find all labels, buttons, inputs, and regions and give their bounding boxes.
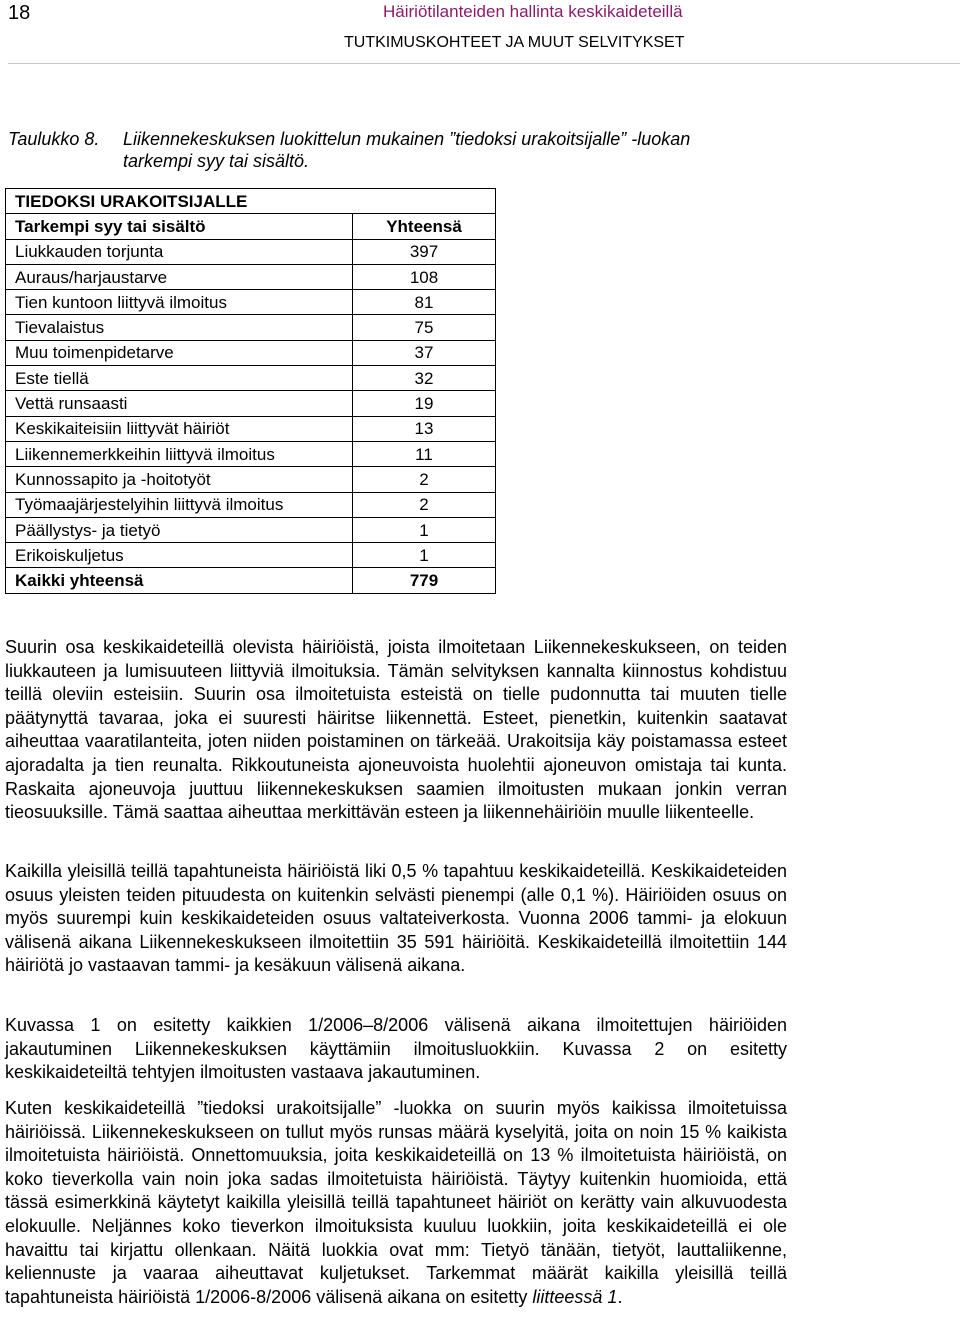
row-label: Tien kuntoon liittyvä ilmoitus xyxy=(6,290,353,315)
table-row xyxy=(6,391,496,416)
row-label: Liukkauden torjunta xyxy=(6,239,353,264)
paragraph-share: Kaikilla yleisillä teillä tapahtuneista häiriöistä liki 0,5 % tapahtuu keskikaideteillä. Keskikaideteiden osuus yleisten teiden pituudesta on kuitenkin selvästi pienempi (alle 0,1 %). Häiriöiden osuus on myös suurempi kuin keskikaideteiden osuus valtateiverkosta. Vuonna 2006 tammi- ja elokuun välisenä aikana Liikennekeskukseen ilmoitettiin 35 591 häiriöitä. Keskikaideteillä ilmoitettiin 144 häiriötä jo vastaavan tammi- ja kesäkuun välisenä aikana. xyxy=(5,861,787,976)
table-caption-number: Taulukko 8. xyxy=(8,129,100,149)
appendix-reference: liitteessä 1 xyxy=(532,1286,618,1307)
table-header-row xyxy=(6,214,496,239)
row-label: Tievalaistus xyxy=(6,315,353,340)
running-header-title: Häiriötilanteiden hallinta keskikaideteillä xyxy=(383,2,683,21)
row-value: 108 xyxy=(353,264,496,289)
row-label: Keskikaiteisiin liittyvät häiriöt xyxy=(6,416,353,441)
row-value: 13 xyxy=(353,416,496,441)
row-value: 1 xyxy=(353,543,496,568)
row-label: Erikoiskuljetus xyxy=(6,543,353,568)
table-row xyxy=(6,543,496,568)
table-row xyxy=(6,492,496,517)
row-value: 11 xyxy=(353,441,496,466)
paragraph-obstacles: Suurin osa keskikaideteillä olevista häiriöistä, joista ilmoitetaan Liikennekeskukseen, on teiden liukkauteen ja lumisuuteen liittyviä ilmoituksia. Tämän selvityksen kannalta kiinnostus kohdistuu teillä oleviin esteisiin. Suurin osa ilmoitetuista esteistä on tielle pudonnutta tai muuten tielle päätynyttä tavaraa, joka ei suuresti häiritse liikennettä. Esteet, pienetkin, kuitenkin saatavat aiheuttaa vaaratilanteita, joten niiden poistaminen on tärkeää. Urakoitsija käy poistamassa esteet ajoradalta ja tien reunalta. Rikkoutuneista ajoneuvoista huolehtii ajoneuvon omistaja tai kunta. Raskaita ajoneuvoja juuttuu liikennekeskuksen saamien ilmoitusten mukaan jonkin verran tieosuuksille. Tämä saattaa aiheuttaa merkittävän esteen ja liikennehäiriöin muulle liikenteelle. xyxy=(5,637,787,823)
table-row xyxy=(6,517,496,542)
row-label: Este tiellä xyxy=(6,366,353,391)
header-divider xyxy=(8,63,960,64)
table-caption-text-line1: Liikennekeskuksen luokittelun mukainen ”tiedoksi urakoitsijalle” -luokan xyxy=(123,129,691,149)
row-value: 1 xyxy=(353,517,496,542)
table-caption xyxy=(8,128,690,172)
table-caption-text-line2: tarkempi syy tai sisältö. xyxy=(123,151,310,171)
table-total-row xyxy=(6,568,496,593)
table-group-row xyxy=(6,189,496,214)
row-label: Työmaajärjestelyihin liittyvä ilmoitus xyxy=(6,492,353,517)
row-label: Auraus/harjaustarve xyxy=(6,264,353,289)
column-header-total: Yhteensä xyxy=(353,214,496,239)
paragraph-figures: Kuvassa 1 on esitetty kaikkien 1/2006–8/2006 välisenä aikana ilmoitettujen häiriöiden jakautuminen Liikennekeskuksen käyttämiin ilmoitusluokkiin. Kuvassa 2 on esitetty keskikaideteiltä tehtyjen ilmoitusten vastaava jakautuminen. xyxy=(5,1015,787,1083)
row-value: 32 xyxy=(353,366,496,391)
row-label: Muu toimenpidetarve xyxy=(6,340,353,365)
table-row xyxy=(6,467,496,492)
table-row xyxy=(6,315,496,340)
table-row xyxy=(6,340,496,365)
row-value: 397 xyxy=(353,239,496,264)
table-row xyxy=(6,416,496,441)
paragraph-comparison xyxy=(5,1097,787,1309)
table-group-title: TIEDOKSI URAKOITSIJALLE xyxy=(6,189,496,214)
row-value: 75 xyxy=(353,315,496,340)
row-label: Kunnossapito ja -hoitotyöt xyxy=(6,467,353,492)
row-label: Liikennemerkkeihin liittyvä ilmoitus xyxy=(6,441,353,466)
paragraph-comparison-end: . xyxy=(617,1286,623,1307)
table-row xyxy=(6,264,496,289)
row-value: 81 xyxy=(353,290,496,315)
table-row xyxy=(6,290,496,315)
row-value: 19 xyxy=(353,391,496,416)
table-row xyxy=(6,441,496,466)
running-header-subtitle: TUTKIMUSKOHTEET JA MUUT SELVITYKSET xyxy=(344,34,685,51)
row-value: 37 xyxy=(353,340,496,365)
row-label: Vettä runsaasti xyxy=(6,391,353,416)
row-label: Päällystys- ja tietyö xyxy=(6,517,353,542)
table-row xyxy=(6,239,496,264)
row-value: 2 xyxy=(353,467,496,492)
page-number: 18 xyxy=(8,2,31,24)
paragraph-comparison-text: Kuten keskikaideteillä ”tiedoksi urakoitsijalle” -luokka on suurin myös kaikissa ilmoitetuissa häiriöissä. Liikennekeskukseen on tullut myös runsas määrä kyselyitä, joita on noin 15 % kaikista ilmoitetuista häiriöistä. Onnettomuuksia, joita keskikaideteillä on 13 % ilmoitetuista häiriöistä, on koko tieverkolla vain noin joka sadas ilmoitetuista häiriöistä. Täytyy kuitenkin huomioida, että tässä esimerkkinä käytetyt kaikilla yleisillä teillä tapahtuneet häiriöt on kerätty vain alkuvuodesta elokuulle. Neljännes koko tieverkon ilmoituksista kuuluu luokkiin, joita keskikaideteillä ei ole havaittu tai kirjattu ollenkaan. Näitä luokkia ovat mm: Tietyö tänään, tietyöt, lauttaliikenne, keliennuste ja vaaraa aiheuttavat kuljetukset. Tarkemmat määrät kaikilla yleisillä teillä tapahtuneista häiriöistä 1/2006-8/2006 välisenä aikana on esitetty xyxy=(5,1098,787,1307)
notifications-table xyxy=(5,188,496,594)
column-header-reason: Tarkempi syy tai sisältö xyxy=(6,214,353,239)
total-label: Kaikki yhteensä xyxy=(6,568,353,593)
table-row xyxy=(6,366,496,391)
total-value: 779 xyxy=(353,568,496,593)
row-value: 2 xyxy=(353,492,496,517)
